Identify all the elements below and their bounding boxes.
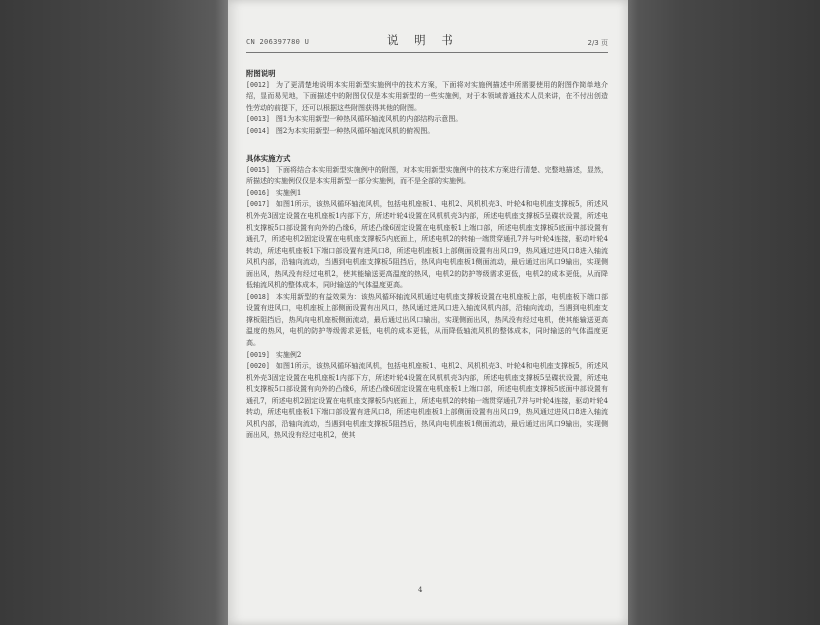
paragraph-number: [0019] (246, 350, 270, 359)
paragraph-text: 图2为本实用新型一种热风循环轴流风机的俯视图。 (275, 126, 435, 135)
paragraph-text: 为了更清楚地说明本实用新型实施例中的技术方案，下面将对实施例描述中所需要使用的附图作简单地介绍，显而易见地，下面描述中的附图仅仅是本实用新型的一些实施例，对于本领域普通技术人员来讲，在不付出创造性劳动的前提下，还可以根据这些附图获得其他的附图。 (246, 80, 608, 112)
paragraph-number: [0018] (246, 292, 270, 301)
paragraph (246, 350, 608, 362)
paragraph-text: 图1为本实用新型一种热风循环轴流风机的内部结构示意图。 (275, 115, 463, 124)
page-number: 4 (418, 586, 423, 594)
paragraph-number: [0016] (246, 188, 270, 197)
paragraph-text: 如图1所示，该热风循环轴流风机，包括电机座板1、电机2、风机机壳3、叶轮4和电机座支撑板5，所述风机外壳3固定设置在电机座板1内部下方，所述叶轮4设置在风机机壳3内部，所述电机座支撑板5呈碟状设置，所述电机支撑板5口部设置有向外的凸缘6，所述凸缘6固定设置在电机座板1上端口部，所述电机座支撑板5底面中部设置有通孔7，所述电机2固定设置在电机座支撑板5内底面上，所述电机2的转轴一端贯穿通孔7并与叶轮4连接，驱动叶轮4转动，所述电机座板1下端口部设置有进风口8，所述电机座板1上部侧面设置有出风口9，热风通过进风口8进入轴流风机内部，沿轴向流动，当遇到电机座支撑板5阻挡后，热风向电机座板1侧面流动，最后通过出风口9输出，实现侧面出风，热风没有经过电机2，使其 (246, 362, 608, 440)
paragraph (246, 80, 608, 115)
paragraph (246, 292, 608, 350)
paragraph (246, 199, 608, 291)
paragraph-text: 实施例1 (275, 188, 302, 197)
paragraph-number: [0020] (246, 362, 270, 371)
scan-background-left (0, 0, 228, 625)
document-body (246, 64, 608, 442)
section-heading-embodiments: 具体实施方式 (246, 154, 291, 164)
section-heading-drawings: 附图说明 (246, 69, 276, 78)
header-divider (246, 52, 608, 53)
paragraph (246, 165, 608, 188)
paragraph-text: 如图1所示，该热风循环轴流风机，包括电机座板1、电机2、风机机壳3、叶轮4和电机座支撑板5，所述风机外壳3固定设置在电机座板1内部下方，所述叶轮4设置在风机机壳3内部，所述电机座支撑板5呈碟状设置，所述电机支撑板5口部设置有向外的凸缘6，所述凸缘6固定设置在电机座板1上端口部，所述电机座支撑板5底面中部设置有通孔7，所述电机2固定设置在电机座支撑板5内底面上，所述电机2的转轴一端贯穿通孔7并与叶轮4连接，驱动叶轮4转动，所述电机座板1下端口部设置有进风口8，所述电机座板1上部侧面设置有出风口9，热风通过进风口8进入轴流风机内部，沿轴向流动，当遇到电机座支撑板5阻挡后，热风向电机座板1侧面流动，最后通过出风口9输出，实现侧面出风，热风没有经过电机2，使其能输送更高温度的热风，电机2的防护等级需求更低，电机2的成本更低，从而降低轴流风机的整体成本，同时输送的气体温度更高。 (246, 200, 608, 290)
paragraph-text: 下面将结合本实用新型实施例中的附图，对本实用新型实施例中的技术方案进行清楚、完整地描述，显然，所描述的实施例仅仅是本实用新型一部分实施例，而不是全部的实施例。 (246, 165, 608, 186)
paragraph (246, 114, 608, 126)
paragraph-text: 本实用新型的有益效果为：该热风循环轴流风机通过电机座支撑板设置在电机座板上部，电机座板下端口部设置有进风口，电机座板上部侧面设置有出风口，热风通过进风口进入轴流风机内部，沿轴向流动，当遇到电机座支撑板阻挡后，热风向电机座板侧面流动，最后通过出风口输出，实现侧面出风，热风没有经过电机，使其能输送更高温度的热风，电机的防护等级需求更低，电机的成本更低，从而降低轴流风机的整体成本，同时输送的气体温度更高。 (246, 292, 608, 348)
paragraph (246, 126, 608, 138)
page-header (246, 34, 608, 54)
paragraph-number: [0017] (246, 200, 270, 209)
paragraph-number: [0012] (246, 80, 270, 89)
publication-number: CN 206397780 U (246, 38, 310, 46)
paragraph (246, 361, 608, 442)
scan-background-right (628, 0, 820, 625)
paragraph (246, 188, 608, 200)
paragraph-number: [0013] (246, 115, 270, 124)
page-count: 2/3 页 (587, 39, 608, 47)
paragraph-number: [0014] (246, 126, 270, 135)
document-title: 说 明 书 (387, 33, 459, 47)
paragraph-text: 实施例2 (275, 350, 302, 359)
paragraph-number: [0015] (246, 165, 270, 174)
